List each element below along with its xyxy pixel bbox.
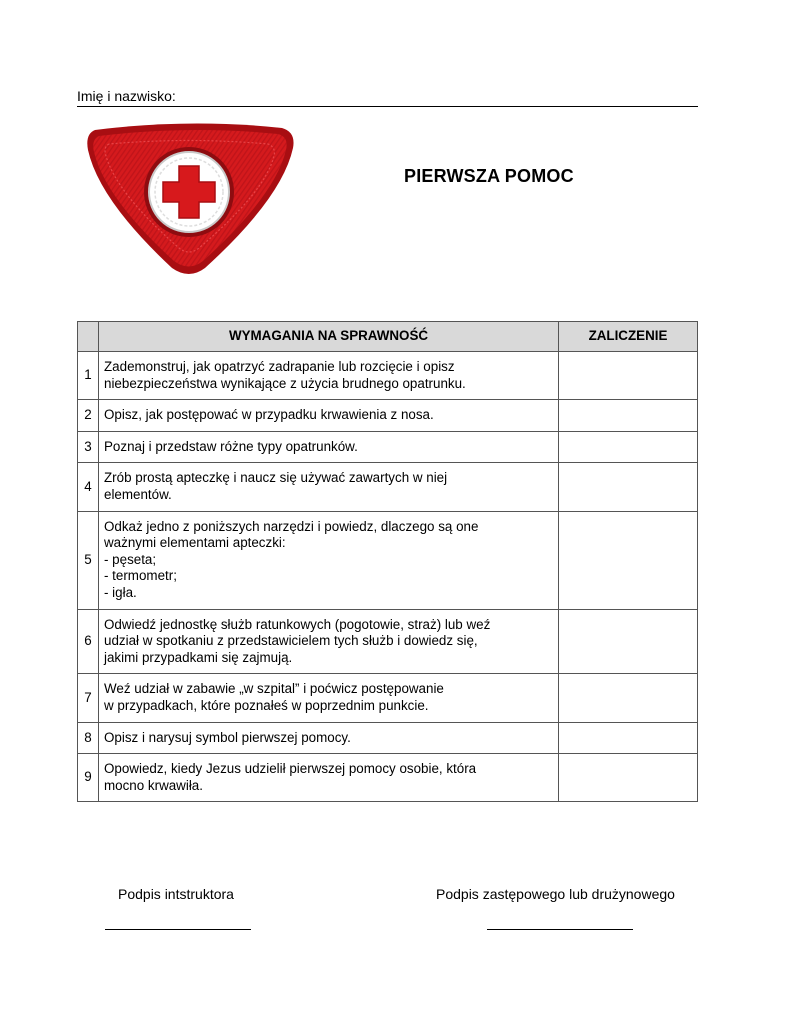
first-aid-badge-icon <box>77 120 302 280</box>
requirement-text <box>99 511 559 609</box>
requirement-line: Zademonstruj, jak opatrzyć zadrapanie lub rozcięcie i opisz <box>104 359 455 374</box>
table-row <box>78 352 698 400</box>
instructor-signature-line <box>105 929 251 930</box>
requirement-line: - termometr; <box>104 568 177 584</box>
instructor-signature-label: Podpis intstruktora <box>118 886 234 902</box>
requirement-line: niebezpieczeństwa wynikające z użycia brudnego opatrunku. <box>104 375 466 391</box>
requirement-text <box>99 754 559 802</box>
completion-cell <box>559 754 698 802</box>
requirement-text <box>99 674 559 722</box>
requirement-text <box>99 722 559 754</box>
requirement-line: Poznaj i przedstaw różne typy opatrunków. <box>104 438 358 454</box>
requirement-line: - pęseta; <box>104 551 157 567</box>
row-number: 4 <box>78 463 99 511</box>
row-number: 3 <box>78 431 99 463</box>
requirement-line: Weź udział w zabawie „w szpital” i poćwicz postępowanie <box>104 681 444 697</box>
completion-cell <box>559 352 698 400</box>
requirement-line: Odkaż jedno z poniższych narzędzi i powiedz, dlaczego są one <box>104 518 479 534</box>
table-row <box>78 400 698 432</box>
table-row <box>78 722 698 754</box>
completion-cell <box>559 400 698 432</box>
requirement-line: w przypadkach, które poznałeś w poprzednim punkcie. <box>104 697 429 713</box>
completion-cell <box>559 431 698 463</box>
requirement-line: Opowiedz, kiedy Jezus udzielił pierwszej pomocy osobie, która <box>104 761 477 777</box>
requirement-line: jakimi przypadkami się zajmują. <box>104 649 293 665</box>
requirement-line: mocno krwawiła. <box>104 777 203 793</box>
row-number: 8 <box>78 722 99 754</box>
completion-cell <box>559 674 698 722</box>
header-requirements: WYMAGANIA NA SPRAWNOŚĆ <box>99 322 559 352</box>
table-body <box>78 352 698 802</box>
requirement-line: ważnymi elementami apteczki: <box>104 535 286 551</box>
table-row <box>78 674 698 722</box>
row-number: 7 <box>78 674 99 722</box>
table-row <box>78 511 698 609</box>
header-number <box>78 322 99 352</box>
table-row <box>78 754 698 802</box>
requirement-text <box>99 431 559 463</box>
requirement-line: Opisz i narysuj symbol pierwszej pomocy. <box>104 729 351 745</box>
name-field <box>77 88 698 107</box>
completion-cell <box>559 511 698 609</box>
name-label: Imię i nazwisko: <box>77 88 176 104</box>
header-completion: ZALICZENIE <box>559 322 698 352</box>
table-row <box>78 431 698 463</box>
row-number: 9 <box>78 754 99 802</box>
requirement-line: elementów. <box>104 486 172 502</box>
page-title: PIERWSZA POMOC <box>404 166 574 186</box>
row-number: 5 <box>78 511 99 609</box>
requirement-text <box>99 609 559 674</box>
completion-cell <box>559 722 698 754</box>
requirements-table <box>77 321 698 802</box>
requirement-text <box>99 400 559 432</box>
requirement-line: - igła. <box>104 584 137 600</box>
leader-signature-line <box>487 929 633 930</box>
requirement-text <box>99 463 559 511</box>
row-number: 2 <box>78 400 99 432</box>
table-row <box>78 463 698 511</box>
row-number: 6 <box>78 609 99 674</box>
completion-cell <box>559 463 698 511</box>
completion-cell <box>559 609 698 674</box>
requirement-line: udział w spotkaniu z przedstawicielem tych służb i dowiedz się, <box>104 633 478 649</box>
requirement-line: Odwiedź jednostkę służb ratunkowych (pogotowie, straż) lub weź <box>104 616 491 632</box>
leader-signature-label: Podpis zastępowego lub drużynowego <box>436 886 675 902</box>
table-row <box>78 609 698 674</box>
table-header-row <box>78 322 698 352</box>
row-number: 1 <box>78 352 99 400</box>
requirement-line: Opisz, jak postępować w przypadku krwawienia z nosa. <box>104 407 434 423</box>
requirement-text <box>99 352 559 400</box>
requirement-line: Zrób prostą apteczkę i naucz się używać zawartych w niej <box>104 470 448 486</box>
